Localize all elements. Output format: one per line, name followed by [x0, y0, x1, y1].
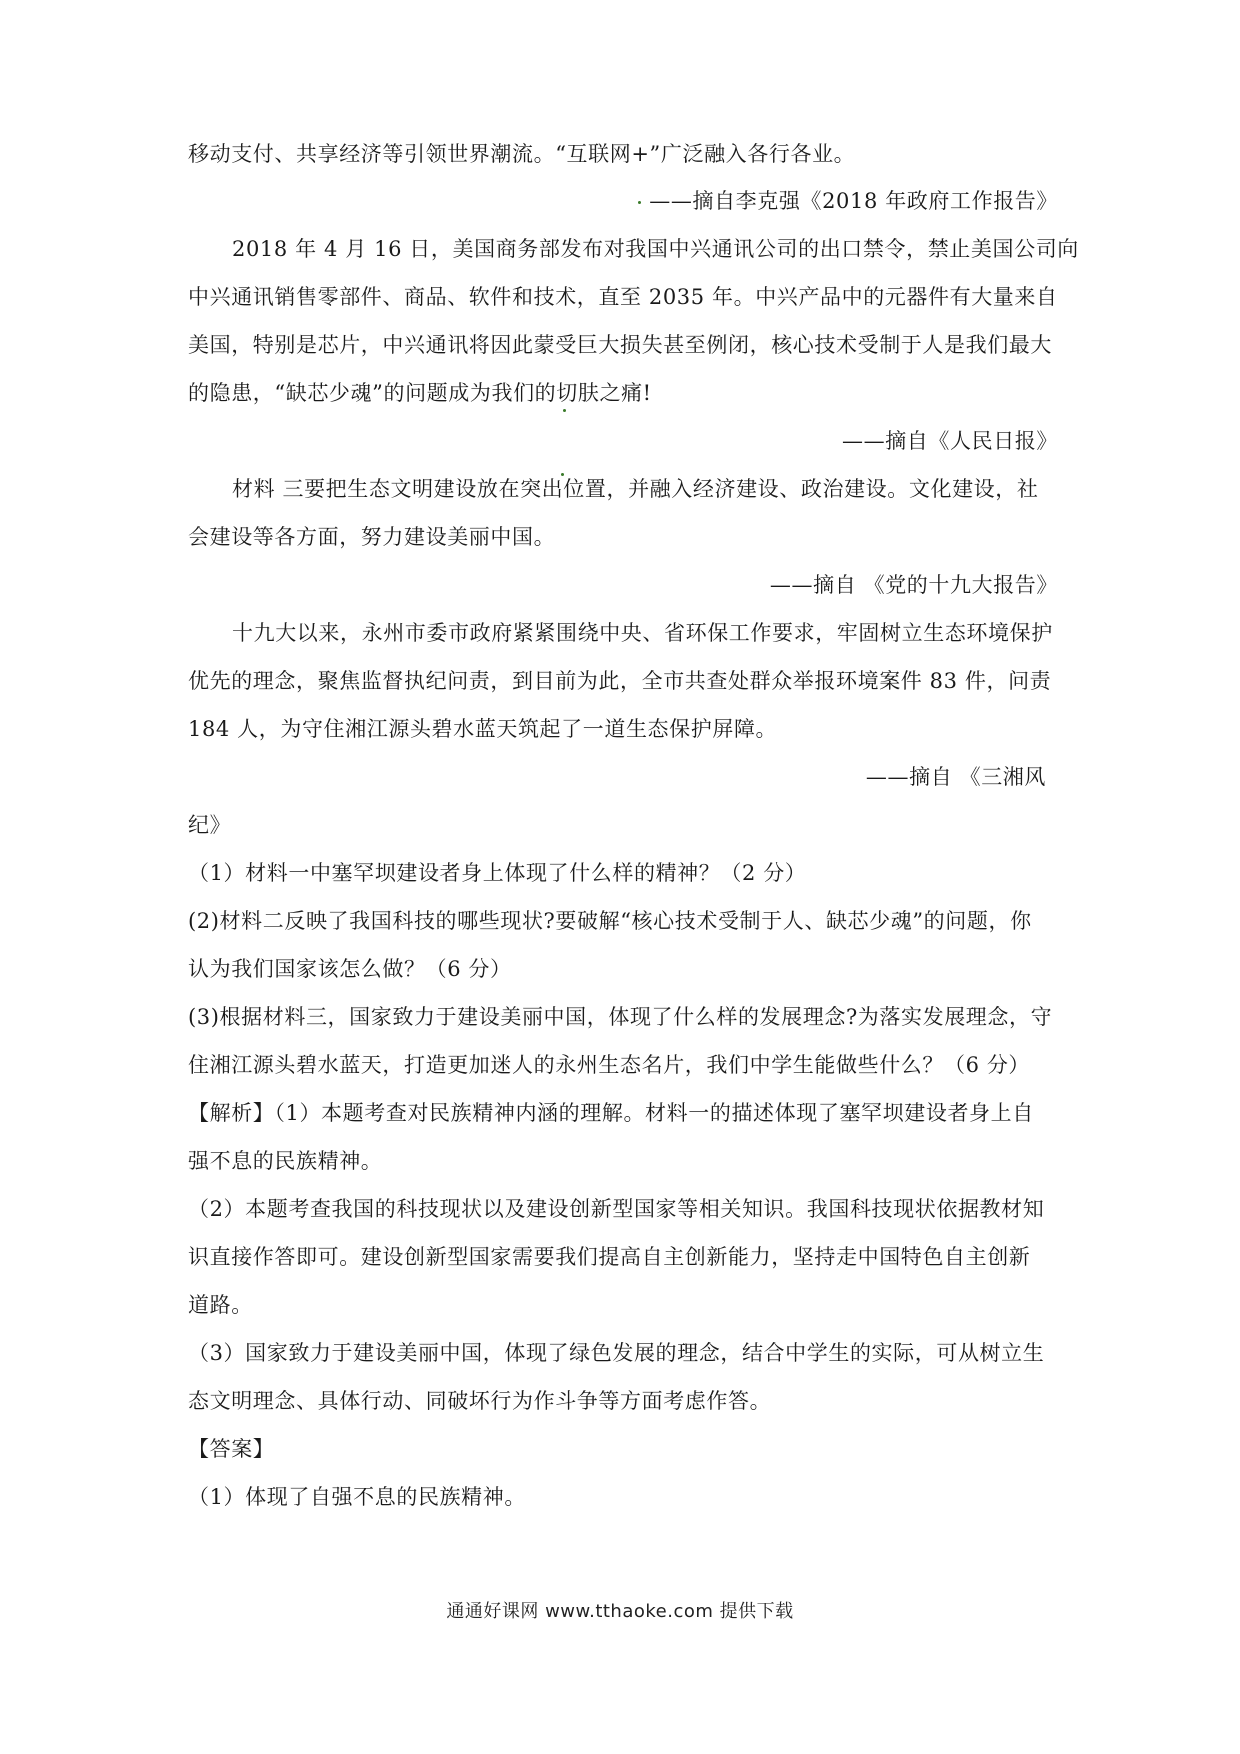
text-line: 美国，特别是芯片，中兴通讯将因此蒙受巨大损失甚至例闭，核心技术受制于人是我们最大: [188, 333, 1052, 357]
text-line: （2）本题考查我国的科技现状以及建设创新型国家等相关知识。我国科技现状依据教材知: [188, 1197, 1045, 1221]
scan-speck: [561, 473, 564, 476]
source-citation: ——摘自 《三湘风: [865, 765, 1046, 789]
text-line: 强不息的民族精神。: [188, 1149, 383, 1173]
text-line: 184 人，为守住湘江源头碧水蓝天筑起了一道生态保护屏障。: [188, 717, 778, 741]
text-line: 的隐患，“缺芯少魂”的问题成为我们的切肤之痛!: [188, 381, 652, 405]
text-line: 2018 年 4 月 16 日，美国商务部发布对我国中兴通讯公司的出口禁令，禁止美国公司向: [232, 237, 1079, 261]
footer-watermark: 通通好课网 www.tthaoke.com 提供下载: [446, 1601, 794, 1622]
question-3: (3)根据材料三，国家致力于建设美丽中国，体现了什么样的发展理念?为落实发展理念，守: [188, 1005, 1053, 1029]
text-line: 中兴通讯销售零部件、商品、软件和技术，直至 2035 年。中兴产品中的元器件有大量来自: [188, 285, 1058, 309]
text-line: （1）体现了自强不息的民族精神。: [188, 1485, 526, 1509]
source-citation: ——摘自《人民日报》: [842, 429, 1058, 453]
source-citation: ——摘自李克强《2018 年政府工作报告》: [649, 189, 1058, 213]
text-line: 态文明理念、具体行动、同破坏行为作斗争等方面考虑作答。: [188, 1389, 772, 1413]
text-line: 住湘江源头碧水蓝天，打造更加迷人的永州生态名片，我们中学生能做些什么？（6 分）: [188, 1053, 1031, 1077]
question-2: (2)材料二反映了我国科技的哪些现状?要破解“核心技术受制于人、缺芯少魂”的问题，你: [188, 909, 1032, 933]
text-line: 十九大以来，永州市委市政府紧紧围绕中央、省环保工作要求，牢固树立生态环境保护: [232, 621, 1053, 645]
answer-heading: 【答案】: [188, 1437, 275, 1461]
text-line: 纪》: [188, 813, 232, 837]
scan-speck: [638, 201, 641, 204]
text-line: 道路。: [188, 1293, 253, 1317]
text-line: 材料 三要把生态文明建设放在突出位置，并融入经济建设、政治建设。文化建设，社: [232, 477, 1039, 501]
text-line: 会建设等各方面，努力建设美丽中国。: [188, 525, 556, 549]
analysis-heading: 【解析】（1）本题考查对民族精神内涵的理解。材料一的描述体现了塞罕坝建设者身上自: [188, 1101, 1034, 1125]
question-1: （1）材料一中塞罕坝建设者身上体现了什么样的精神？（2 分）: [188, 861, 807, 885]
source-citation: ——摘自 《党的十九大报告》: [769, 573, 1058, 597]
text-line: 移动支付、共享经济等引领世界潮流。“互联网+”广泛融入各行各业。: [188, 142, 856, 166]
text-line: 识直接作答即可。建设创新型国家需要我们提高自主创新能力，坚持走中国特色自主创新: [188, 1245, 1031, 1269]
text-line: 认为我们国家该怎么做？（6 分）: [188, 957, 512, 981]
text-line: 优先的理念，聚焦监督执纪问责，到目前为此，全市共查处群众举报环境案件 83 件，问责: [188, 669, 1052, 693]
scan-speck: [563, 409, 566, 412]
text-line: （3）国家致力于建设美丽中国，体现了绿色发展的理念，结合中学生的实际，可从树立生: [188, 1341, 1045, 1365]
